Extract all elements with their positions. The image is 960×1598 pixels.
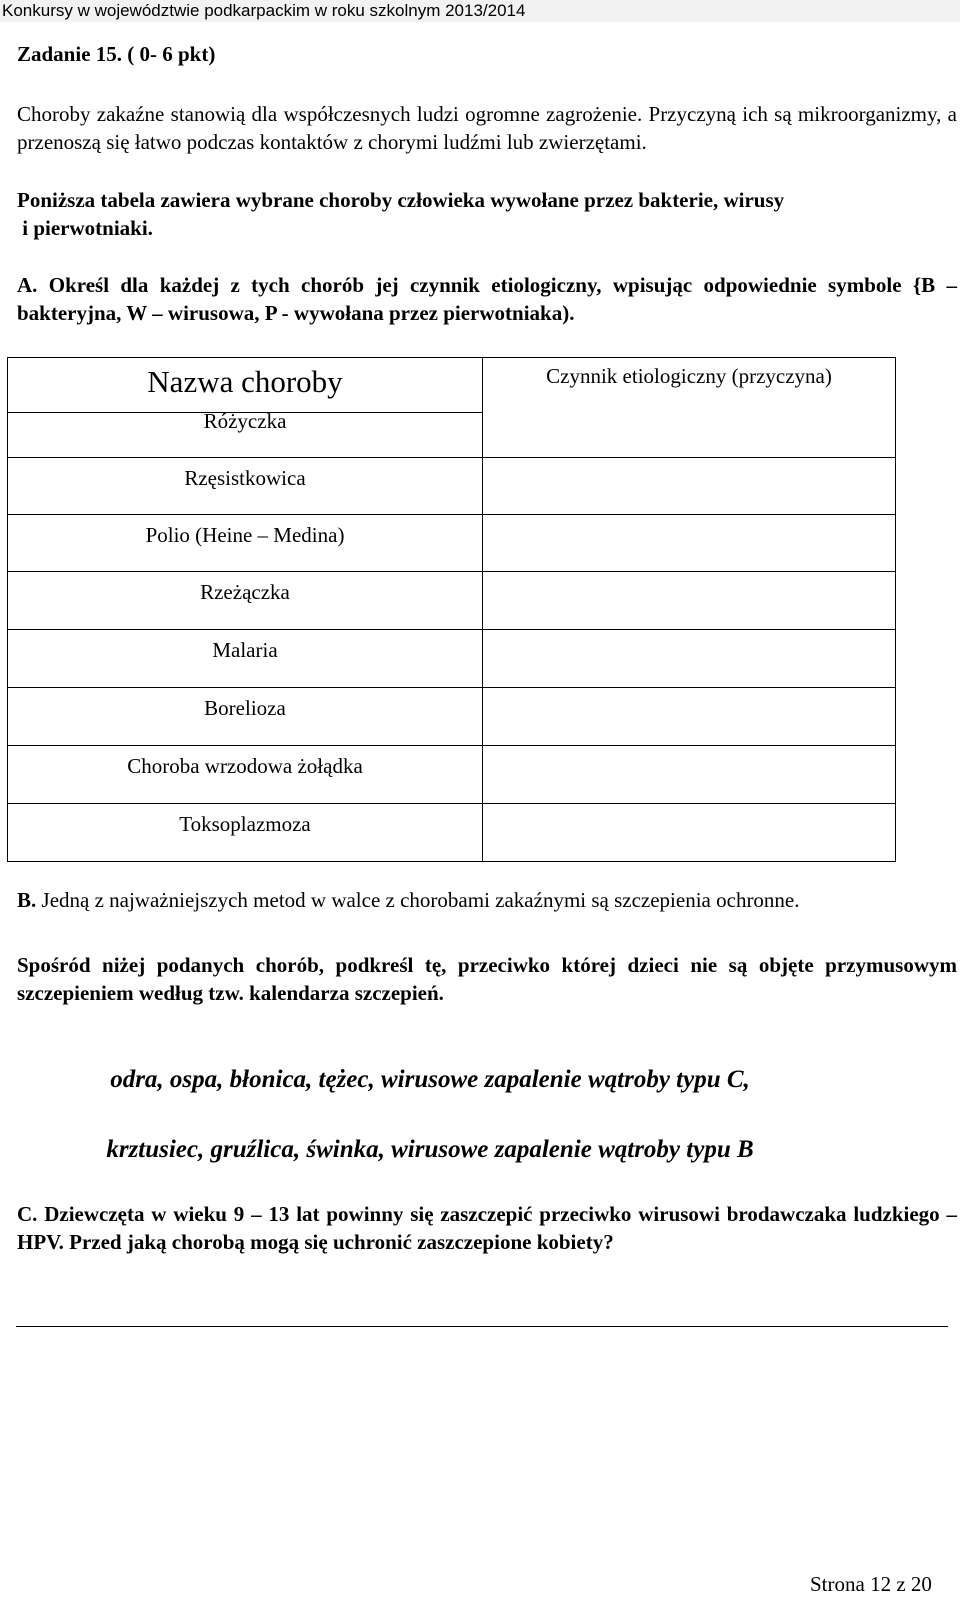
disease-name: Choroba wrzodowa żołądka [127, 754, 363, 778]
footer-total: 20 [910, 1572, 932, 1596]
table-header-right-cell [483, 358, 896, 458]
table-header-left-cell [8, 358, 483, 413]
table-header-row [8, 358, 896, 413]
answer-cell[interactable] [483, 746, 896, 804]
footer-mid: z [891, 1572, 911, 1596]
footer-page: 12 [870, 1572, 892, 1596]
disease-cell [8, 746, 483, 804]
header-text: Konkursy w województwie podkarpackim w roku szkolnym 2013/2014 [2, 1, 526, 20]
vaccine-options-line-2[interactable]: krztusiec, gruźlica, świnka, wirusowe zapalenie wątroby typu B [106, 1136, 754, 1163]
page-number [810, 1570, 932, 1598]
answer-cell[interactable] [483, 630, 896, 688]
part-b-text: Jedną z najważniejszych metod w walce z chorobami zakaźnymi są szczepienia ochronne. [36, 888, 800, 912]
table-row [8, 630, 896, 688]
task-intro: Choroby zakaźne stanowią dla współczesnych ludzi ogromne zagrożenie. Przyczyną ich są mikroorganizmy, a przenoszą się łatwo podczas kontaktów z chorymi ludźmi lub zwierzętami. [17, 102, 957, 154]
table-header-left: Nazwa choroby [147, 364, 343, 399]
answer-cell[interactable] [483, 572, 896, 630]
table-row [8, 458, 896, 515]
disease-cell [8, 804, 483, 862]
disease-cell [8, 409, 483, 458]
footer-prefix: Strona [810, 1572, 871, 1596]
answer-cell[interactable] [483, 804, 896, 862]
table-row [8, 804, 896, 862]
disease-cell [8, 630, 483, 688]
table-header-right: Czynnik etiologiczny (przyczyna) [546, 364, 832, 388]
disease-cell [8, 458, 483, 515]
table-row [8, 746, 896, 804]
disease-name: Rzeżączka [200, 580, 290, 604]
vaccine-options-line-1[interactable]: odra, ospa, błonica, tężec, wirusowe zapalenie wątroby typu C, [110, 1066, 750, 1093]
disease-name: Różyczka [203, 409, 287, 433]
answer-cell[interactable] [483, 458, 896, 515]
disease-name: Toksoplazmoza [179, 812, 311, 836]
part-b-label: B. [17, 888, 37, 912]
answer-line[interactable] [16, 1326, 948, 1327]
table-row [8, 688, 896, 746]
disease-table [7, 357, 896, 862]
part-c-question: C. Dziewczęta w wieku 9 – 13 lat powinny się zaszczepić przeciwko wirusowi brodawczaka ludzkiego – HPV. Przed jaką chorobą mogą się uchronić zaszczepione kobiety? [17, 1202, 957, 1254]
intro-bold-line-1: Poniższa tabela zawiera wybrane choroby człowieka wywołane przez bakterie, wirusy [17, 188, 785, 212]
table-row [8, 572, 896, 630]
intro-bold-line-2: i pierwotniaki. [17, 216, 153, 240]
part-b-intro [17, 886, 957, 914]
task-title: Zadanie 15. ( 0- 6 pkt) [17, 42, 216, 66]
disease-cell [8, 688, 483, 746]
answer-cell[interactable] [483, 688, 896, 746]
disease-name: Borelioza [204, 696, 286, 720]
disease-name: Rzęsistkowica [184, 466, 306, 490]
disease-cell [8, 515, 483, 572]
disease-cell [8, 572, 483, 630]
answer-cell[interactable] [483, 515, 896, 572]
page-header [0, 0, 960, 22]
part-a-instruction: A. Określ dla każdej z tych chorób jej czynnik etiologiczny, wpisując odpowiednie symbole {B – bakteryjna, W – wirusowa, P - wywołana przez pierwotniaka). [17, 273, 957, 325]
part-b-instruction: Spośród niżej podanych chorób, podkreśl tę, przeciwko której dzieci nie są objęte przymusowym szczepieniem według tzw. kalendarza szczepień. [17, 953, 957, 1005]
task-intro-bold [17, 186, 957, 242]
table-row [8, 515, 896, 572]
disease-name: Malaria [212, 638, 278, 662]
disease-name: Polio (Heine – Medina) [145, 523, 345, 547]
